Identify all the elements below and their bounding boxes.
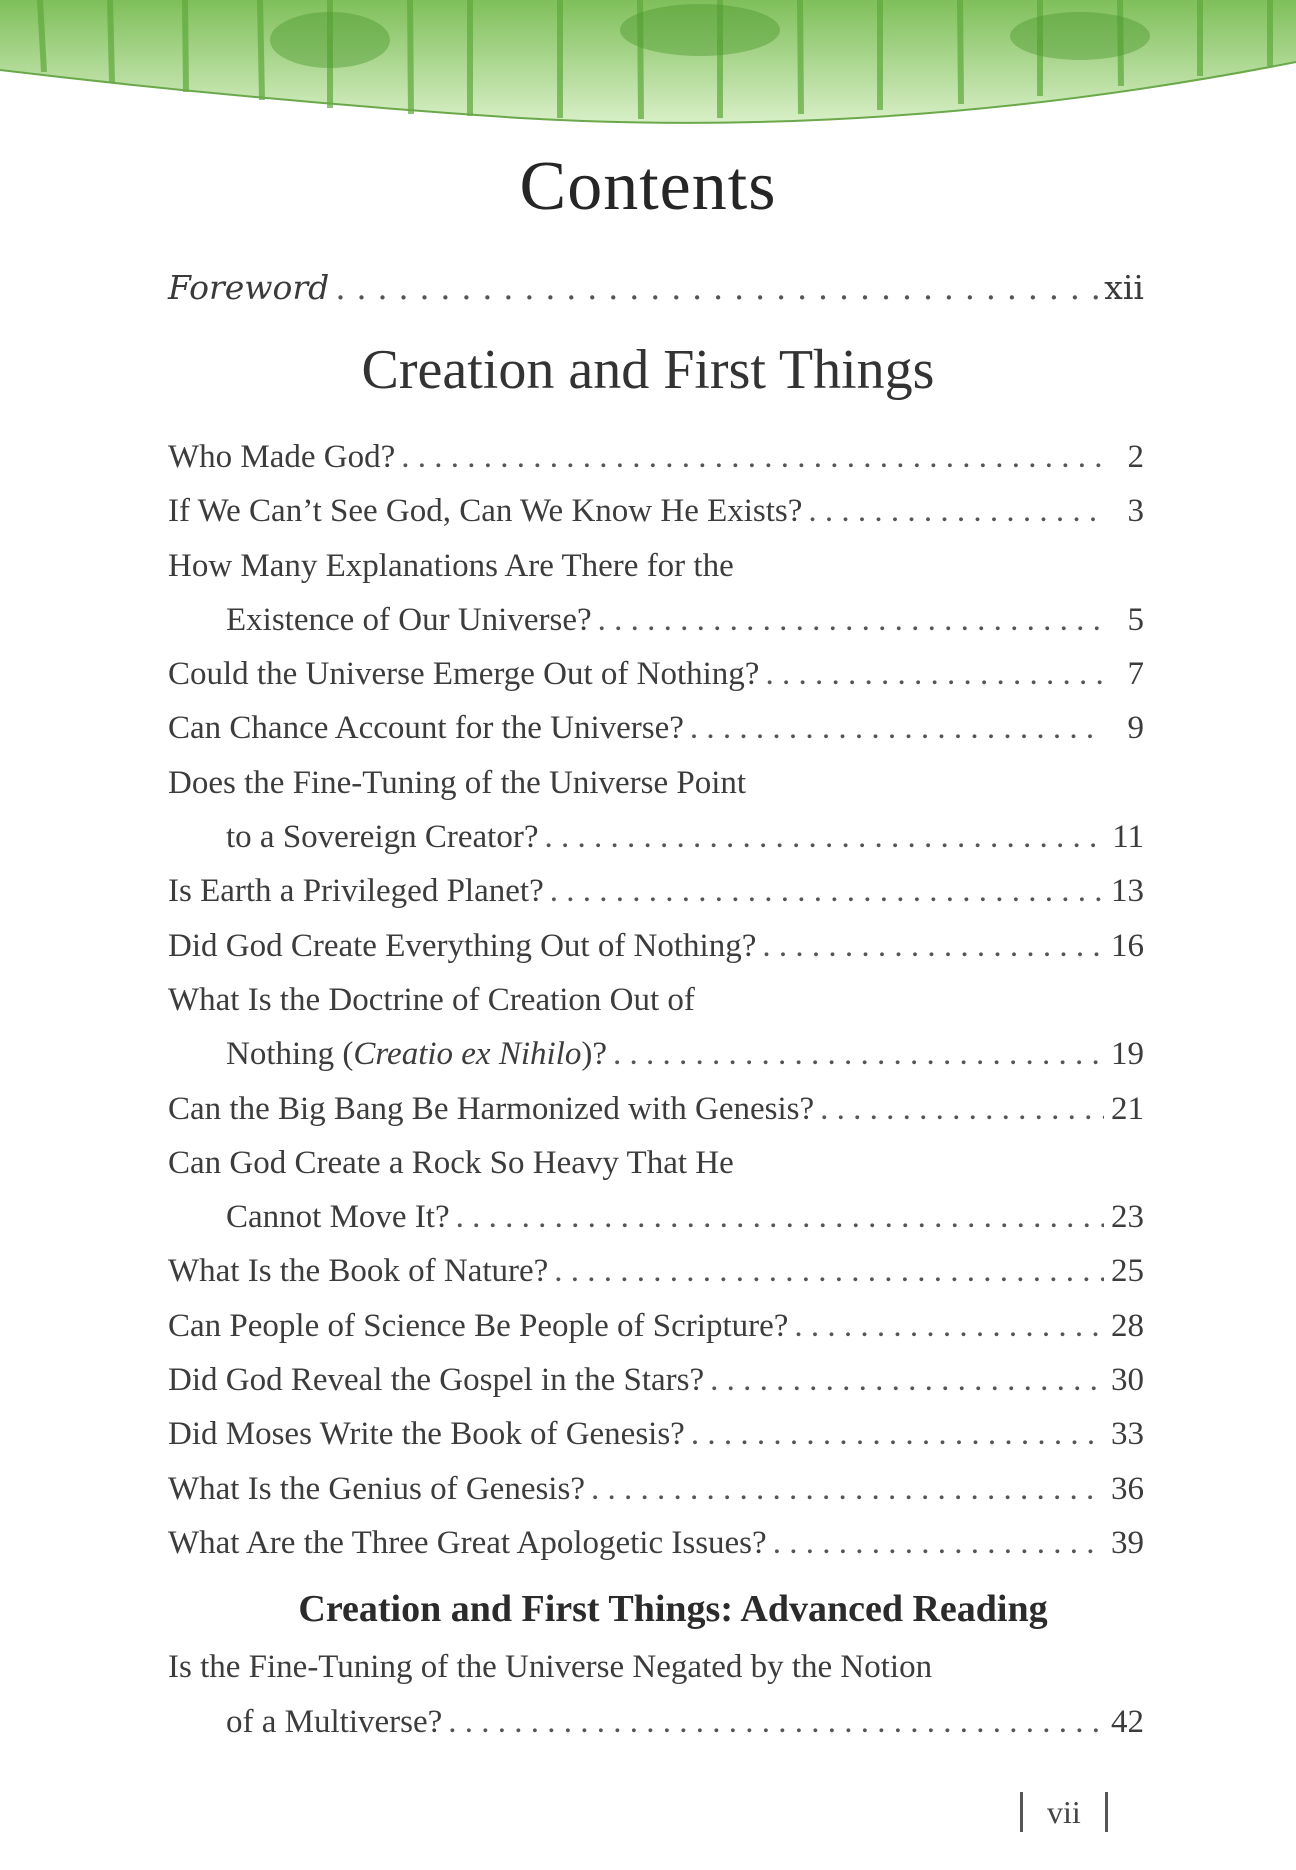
dot-leader	[335, 268, 1098, 307]
toc-entry-page: 3	[1127, 493, 1144, 530]
toc-entry-title: Can Chance Account for the Universe?	[168, 710, 684, 747]
forest-banner-image	[0, 0, 1296, 135]
toc-entry-line	[168, 1640, 1144, 1694]
toc-entry-line	[168, 1462, 1144, 1516]
toc-entry-title: What Is the Genius of Genesis?	[168, 1470, 585, 1507]
toc-entry-title: How Many Explanations Are There for the	[168, 547, 734, 584]
toc-entry-page: 25	[1111, 1253, 1144, 1290]
dot-leader	[765, 647, 1104, 701]
toc-entry-title: Who Made God?	[168, 439, 396, 475]
toc-entry-continuation	[226, 593, 1144, 647]
toc-entry-title: Can God Create a Rock So Heavy That He	[168, 1144, 734, 1181]
folio-rule-right	[1105, 1792, 1108, 1832]
toc-entry[interactable]	[0, 973, 1296, 1082]
toc-entry[interactable]	[0, 1516, 1296, 1570]
toc-entry[interactable]	[0, 864, 1296, 918]
dot-leader	[762, 919, 1104, 973]
toc-entry-line	[168, 1082, 1144, 1136]
toc-entry-title: Could the Universe Emerge Out of Nothing?	[168, 656, 760, 693]
toc-entry-page: xii	[1104, 268, 1144, 307]
toc-entry[interactable]	[0, 647, 1296, 701]
toc-entry-line	[168, 430, 1144, 484]
toc-entry-title: Existence of Our Universe?	[226, 601, 592, 638]
toc-entry-page: 16	[1111, 927, 1144, 964]
toc-entry-title: What Is the Doctrine of Creation Out of	[168, 981, 695, 1018]
toc-entry-title: Cannot Move It?	[226, 1199, 450, 1236]
italic-term: Creatio ex Nihilo	[353, 1036, 582, 1073]
toc-entry-page: 30	[1111, 1362, 1144, 1399]
toc-entry[interactable]	[0, 1640, 1296, 1749]
toc-entry-line	[168, 919, 1144, 973]
toc-entry-line	[168, 701, 1144, 755]
toc-entry-title: Does the Fine-Tuning of the Universe Point	[168, 764, 747, 801]
dot-leader	[690, 701, 1104, 755]
toc-entry-page: 39	[1111, 1524, 1144, 1561]
toc-entry-page: 36	[1111, 1470, 1144, 1507]
dot-leader	[456, 1190, 1104, 1244]
toc-entry-title: Can People of Science Be People of Scripture?	[168, 1307, 789, 1344]
toc-entry-title: What Is the Book of Nature?	[168, 1253, 549, 1290]
toc-entry[interactable]	[0, 1299, 1296, 1353]
toc-entry-line	[168, 647, 1144, 701]
toc-entry-line	[168, 864, 1144, 918]
toc-entry-page: 13	[1111, 873, 1144, 910]
toc-entry-title: Is the Fine-Tuning of the Universe Negated by the Notion	[168, 1649, 933, 1686]
toc-entry-title: of a Multiverse?	[226, 1703, 443, 1740]
toc-entry-title: If We Can’t See God, Can We Know He Exists?	[168, 493, 803, 530]
toc-entry[interactable]	[0, 539, 1296, 648]
dot-leader	[808, 484, 1104, 538]
toc-entry-title: What Are the Three Great Apologetic Issues?	[168, 1524, 767, 1561]
toc-entry-page: 23	[1111, 1199, 1144, 1236]
toc-entry-page: 21	[1111, 1090, 1144, 1127]
toc-entry-line	[168, 1407, 1144, 1461]
toc-entry-continuation	[226, 1695, 1144, 1749]
dot-leader	[401, 430, 1104, 484]
toc-entry-page: 7	[1127, 656, 1144, 693]
toc-entry-line	[168, 756, 1144, 810]
toc-entry[interactable]	[0, 1244, 1296, 1298]
toc-entry-title: Nothing (Creatio ex Nihilo)?	[226, 1036, 607, 1073]
toc-entry-line	[168, 1516, 1144, 1570]
toc-entry-title: Is Earth a Privileged Planet?	[168, 873, 544, 910]
toc-entry-page: 2	[1127, 439, 1144, 475]
toc-entry-line	[168, 1299, 1144, 1353]
toc-entry-line	[168, 539, 1144, 593]
toc-entry-page: 42	[1111, 1703, 1144, 1740]
page-number: vii	[1047, 1793, 1081, 1830]
toc-entry-title: to a Sovereign Creator?	[226, 819, 539, 856]
toc-entry[interactable]	[0, 756, 1296, 865]
toc-entry[interactable]	[0, 484, 1296, 538]
toc-entry-line	[168, 1244, 1144, 1298]
toc-entry[interactable]	[0, 1353, 1296, 1407]
dot-leader	[794, 1299, 1104, 1353]
toc-entry-page: 33	[1111, 1416, 1144, 1453]
toc-entry-continuation	[226, 810, 1144, 864]
section-heading: Creation and First Things	[361, 339, 935, 401]
toc-entry[interactable]	[0, 701, 1296, 755]
dot-leader	[820, 1082, 1104, 1136]
dot-leader	[554, 1244, 1104, 1298]
toc-entry-title: Foreword	[168, 268, 330, 307]
toc-entry-line	[168, 1136, 1144, 1190]
page-folio	[1020, 1792, 1108, 1832]
toc-entry[interactable]	[0, 430, 1296, 484]
toc-entry-foreword[interactable]	[168, 268, 1144, 307]
toc-entry-continuation	[226, 1190, 1144, 1244]
toc-entry-title: Can the Big Bang Be Harmonized with Genesis?	[168, 1090, 815, 1127]
dot-leader	[448, 1695, 1104, 1749]
toc-entry-page: 11	[1112, 819, 1144, 856]
dot-leader	[773, 1516, 1104, 1570]
toc-entry-page: 9	[1127, 710, 1144, 747]
toc-entry-line	[168, 484, 1144, 538]
folio-rule-left	[1020, 1792, 1023, 1832]
page-title: Contents	[519, 148, 777, 225]
toc-entry[interactable]	[0, 1462, 1296, 1516]
toc-entry[interactable]	[0, 1407, 1296, 1461]
dot-leader	[710, 1353, 1104, 1407]
toc-entry-title: Did God Reveal the Gospel in the Stars?	[168, 1362, 705, 1399]
toc-entry-line	[168, 973, 1144, 1027]
toc-entry[interactable]	[0, 919, 1296, 973]
toc-entry-page: 19	[1111, 1036, 1144, 1073]
toc-list	[0, 430, 1296, 1749]
dot-leader	[591, 1462, 1104, 1516]
advanced-reading-heading: Creation and First Things: Advanced Reading	[298, 1588, 1048, 1631]
toc-entry-page: 5	[1127, 601, 1144, 638]
toc-entry[interactable]	[0, 1082, 1296, 1136]
toc-entry[interactable]	[0, 1136, 1296, 1245]
toc-entry-title: Did Moses Write the Book of Genesis?	[168, 1416, 685, 1453]
dot-leader	[613, 1027, 1104, 1081]
toc-entry-line	[168, 1353, 1144, 1407]
toc-entry-page: 28	[1111, 1307, 1144, 1344]
dot-leader	[550, 864, 1104, 918]
dot-leader	[598, 593, 1104, 647]
toc-entry-title: Did God Create Everything Out of Nothing?	[168, 927, 757, 964]
dot-leader	[544, 810, 1104, 864]
toc-entry-continuation	[226, 1027, 1144, 1081]
dot-leader	[691, 1407, 1104, 1461]
